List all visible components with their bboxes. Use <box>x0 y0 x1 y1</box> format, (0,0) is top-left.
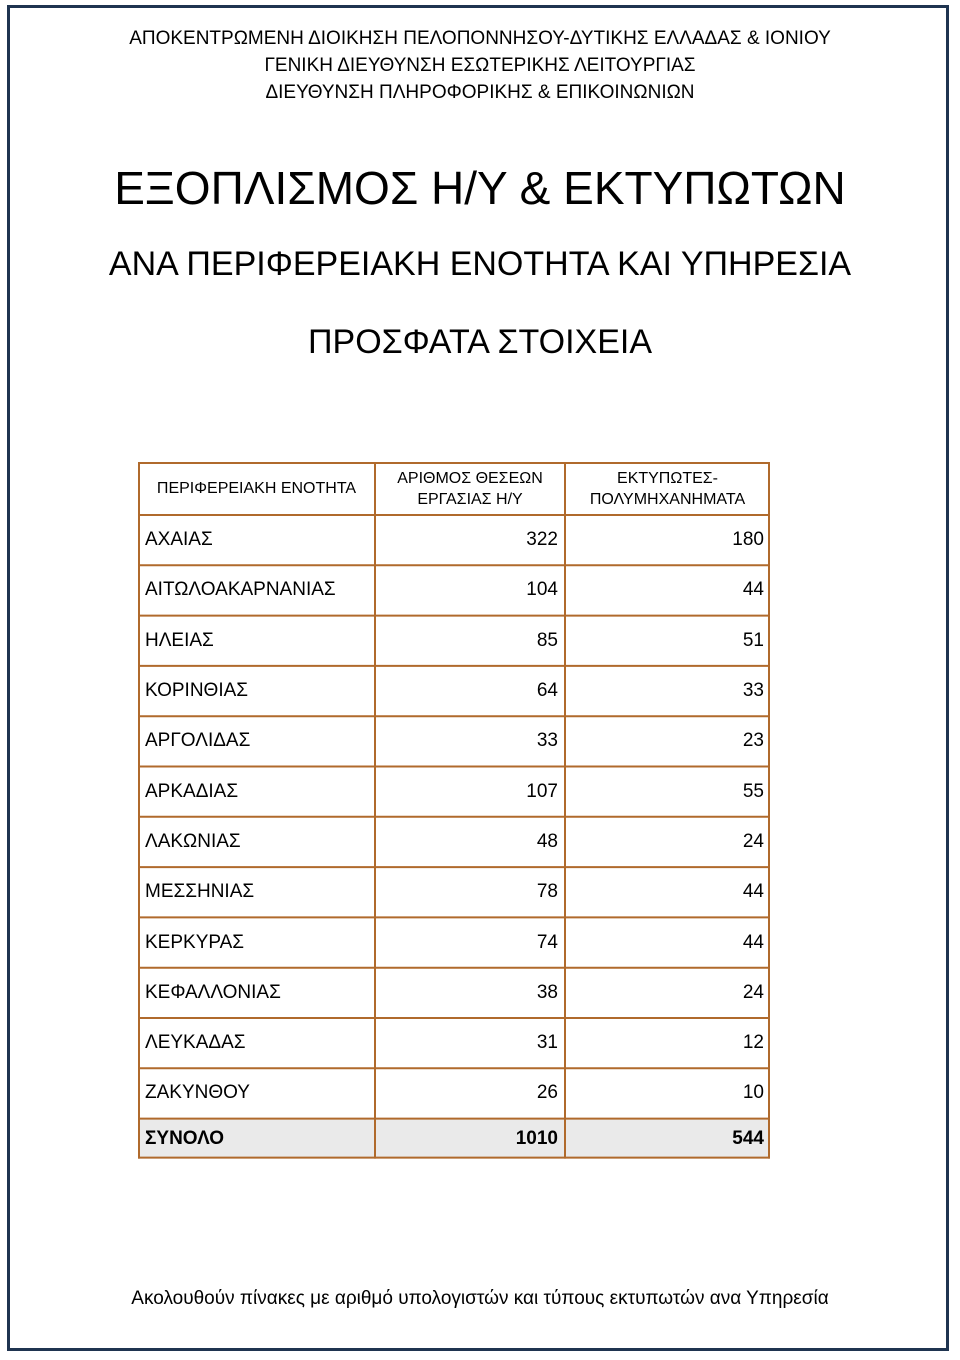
printers-cell: 23 <box>742 730 764 752</box>
workstations-cell: 38 <box>536 981 558 1003</box>
printers-cell: 44 <box>742 931 764 953</box>
printers-cell: 24 <box>742 981 764 1003</box>
region-cell: ΖΑΚΥΝΘΟΥ <box>145 1082 250 1104</box>
region-cell: ΜΕΣΣΗΝΙΑΣ <box>145 881 255 903</box>
region-cell: ΚΕΦΑΛΛΟΝΙΑΣ <box>145 981 281 1003</box>
region-cell: ΗΛΕΙΑΣ <box>145 629 214 651</box>
workstations-cell: 322 <box>526 529 558 551</box>
workstations-cell: 78 <box>536 881 558 903</box>
organization-line-1: ΑΠΟΚΕΝΤΡΩΜΕΝΗ ΔΙΟΙΚΗΣΗ ΠΕΛΟΠΟΝΝΗΣΟΥ-ΔΥΤΙΚΗΣ ΕΛΛΑΔΑΣ & ΙΟΝΙΟΥ <box>129 28 831 49</box>
page-subtitle: ΑΝΑ ΠΕΡΙΦΕΡΕΙΑΚΗ ΕΝΟΤΗΤΑ ΚΑΙ ΥΠΗΡΕΣΙΑ <box>108 245 852 283</box>
organization-line-2: ΓΕΝΙΚΗ ΔΙΕΥΘΥΝΣΗ ΕΣΩΤΕΡΙΚΗΣ ΛΕΙΤΟΥΡΓΙΑΣ <box>264 55 696 76</box>
workstations-cell: 85 <box>536 629 558 651</box>
page-title: ΕΞΟΠΛΙΣΜΟΣ Η/Υ & ΕΚΤΥΠΩΤΩΝ <box>114 162 846 214</box>
region-cell: ΚΕΡΚΥΡΑΣ <box>145 931 245 953</box>
workstations-cell: 48 <box>536 830 558 852</box>
workstations-cell: 33 <box>536 730 558 752</box>
equipment-table <box>138 462 770 1162</box>
printers-cell: 33 <box>742 680 764 702</box>
region-cell: ΑΡΚΑΔΙΑΣ <box>145 780 239 802</box>
region-cell: ΛΕΥΚΑΔΑΣ <box>145 1032 246 1054</box>
printers-cell: 180 <box>732 529 764 551</box>
region-cell: ΛΑΚΩΝΙΑΣ <box>145 830 241 852</box>
printers-cell: 10 <box>742 1082 764 1104</box>
workstations-cell: 64 <box>536 680 558 702</box>
region-cell: ΚΟΡΙΝΘΙΑΣ <box>145 680 249 702</box>
header-regional-unit: ΠΕΡΙΦΕΡΕΙΑΚΗ ΕΝΟΤΗΤΑ <box>156 480 357 497</box>
region-cell: ΑΙΤΩΛΟΑΚΑΡΝΑΝΙΑΣ <box>145 579 336 601</box>
total-printers: 544 <box>732 1127 764 1149</box>
printers-cell: 12 <box>742 1032 764 1054</box>
printers-cell: 51 <box>742 629 764 651</box>
printers-cell: 44 <box>742 579 764 601</box>
region-cell: ΑΡΓΟΛΙΔΑΣ <box>145 730 251 752</box>
workstations-cell: 74 <box>536 931 558 953</box>
printers-cell: 55 <box>742 780 764 802</box>
organization-line-3: ΔΙΕΥΘΥΝΣΗ ΠΛΗΡΟΦΟΡΙΚΗΣ & ΕΠΙΚΟΙΝΩΝΙΩΝ <box>265 82 695 103</box>
workstations-cell: 107 <box>526 780 558 802</box>
header-workstations: ΑΡΙΘΜΟΣ ΘΕΣΕΩΝ ΕΡΓΑΣΙΑΣ Η/Υ <box>397 469 543 508</box>
total-workstations: 1010 <box>515 1127 558 1149</box>
printers-cell: 44 <box>742 881 764 903</box>
workstations-cell: 31 <box>536 1032 558 1054</box>
region-cell: ΑΧΑΙΑΣ <box>145 529 213 551</box>
footer-note: Ακολουθούν πίνακες με αριθμό υπολογιστών και τύπους εκτυπωτών ανα Υπηρεσία <box>131 1288 829 1309</box>
header-printers: ΕΚΤΥΠΩΤΕΣ-ΠΟΛΥΜΗΧΑΝΗΜΑΤΑ <box>589 469 746 508</box>
workstations-cell: 104 <box>526 579 558 601</box>
total-label: ΣΥΝΟΛΟ <box>145 1127 225 1149</box>
recent-data-heading: ΠΡΟΣΦΑΤΑ ΣΤΟΙΧΕΙΑ <box>307 323 653 361</box>
printers-cell: 24 <box>742 830 764 852</box>
workstations-cell: 26 <box>536 1082 558 1104</box>
